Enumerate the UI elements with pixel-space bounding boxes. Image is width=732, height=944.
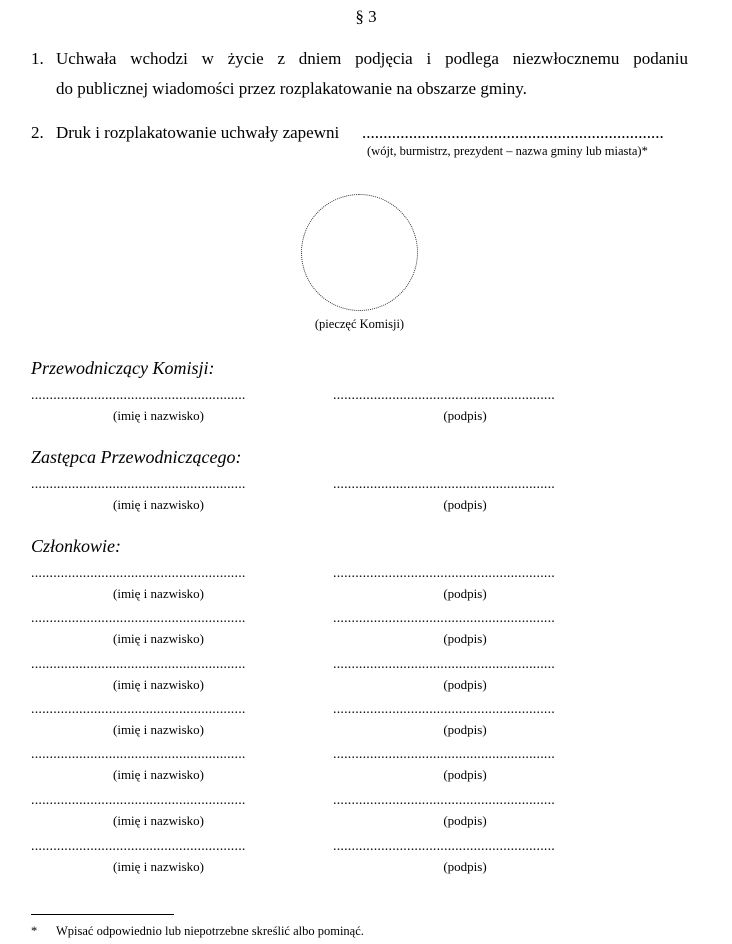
signature-line: ............................................................: [333, 657, 555, 672]
paragraph-1-number: 1.: [31, 49, 44, 68]
name-caption: (imię i nazwisko): [113, 767, 204, 782]
name-line: ..........................................................: [31, 566, 246, 581]
signature-caption: (podpis): [443, 677, 487, 692]
footnote-rule: [31, 914, 174, 915]
signature-line: ............................................................: [333, 839, 555, 854]
name-caption: (imię i nazwisko): [113, 631, 204, 646]
name-line: ..........................................................: [31, 839, 246, 854]
name-line: ..........................................................: [31, 611, 246, 626]
name-caption: (imię i nazwisko): [113, 677, 204, 692]
name-line: ..........................................................: [31, 388, 246, 403]
signature-caption: (podpis): [443, 408, 487, 423]
signature-caption: (podpis): [443, 722, 487, 737]
signature-caption: (podpis): [443, 586, 487, 601]
name-line: ..........................................................: [31, 747, 246, 762]
signature-caption: (podpis): [443, 859, 487, 874]
commission-seal-circle: [301, 194, 418, 311]
signature-caption: (podpis): [443, 813, 487, 828]
name-caption: (imię i nazwisko): [113, 586, 204, 601]
name-caption: (imię i nazwisko): [113, 497, 204, 512]
paragraph-2-caption: (wójt, burmistrz, prezydent – nazwa gminy lub miasta)*: [367, 144, 648, 158]
footnote-marker: *: [31, 924, 38, 938]
signature-line: ............................................................: [333, 477, 555, 492]
seal-caption: (pieczęć Komisji): [314, 317, 405, 331]
name-line: ..........................................................: [31, 657, 246, 672]
signature-caption: (podpis): [443, 497, 487, 512]
signature-line: ............................................................: [333, 702, 555, 717]
signature-line: ............................................................: [333, 566, 555, 581]
name-caption: (imię i nazwisko): [113, 813, 204, 828]
name-caption: (imię i nazwisko): [113, 408, 204, 423]
name-caption: (imię i nazwisko): [113, 859, 204, 874]
signature-line: ............................................................: [333, 611, 555, 626]
paragraph-1-line-2: do publicznej wiadomości przez rozplakatowanie na obszarze gminy.: [56, 79, 527, 98]
role-members: Członkowie:: [31, 536, 121, 556]
paragraph-2-text: Druk i rozplakatowanie uchwały zapewni: [56, 123, 340, 142]
name-caption: (imię i nazwisko): [113, 722, 204, 737]
paragraph-1-line-1: Uchwała wchodzi w życie z dniem podjęcia i podlega niezwłocznemu podaniu: [56, 49, 688, 68]
signature-line: ............................................................: [333, 747, 555, 762]
signature-line: ............................................................: [333, 793, 555, 808]
role-chair: Przewodniczący Komisji:: [31, 358, 215, 378]
footnote-text: Wpisać odpowiednio lub niepotrzebne skreślić albo pominąć.: [56, 924, 364, 938]
signature-caption: (podpis): [443, 767, 487, 782]
role-deputy: Zastępca Przewodniczącego:: [31, 447, 242, 467]
section-mark: § 3: [355, 7, 377, 26]
name-line: ..........................................................: [31, 702, 246, 717]
name-line: ..........................................................: [31, 793, 246, 808]
paragraph-2-number: 2.: [31, 123, 44, 142]
paragraph-2-fill-line: .......................................................................: [362, 123, 664, 142]
name-line: ..........................................................: [31, 477, 246, 492]
signature-caption: (podpis): [443, 631, 487, 646]
signature-line: ............................................................: [333, 388, 555, 403]
